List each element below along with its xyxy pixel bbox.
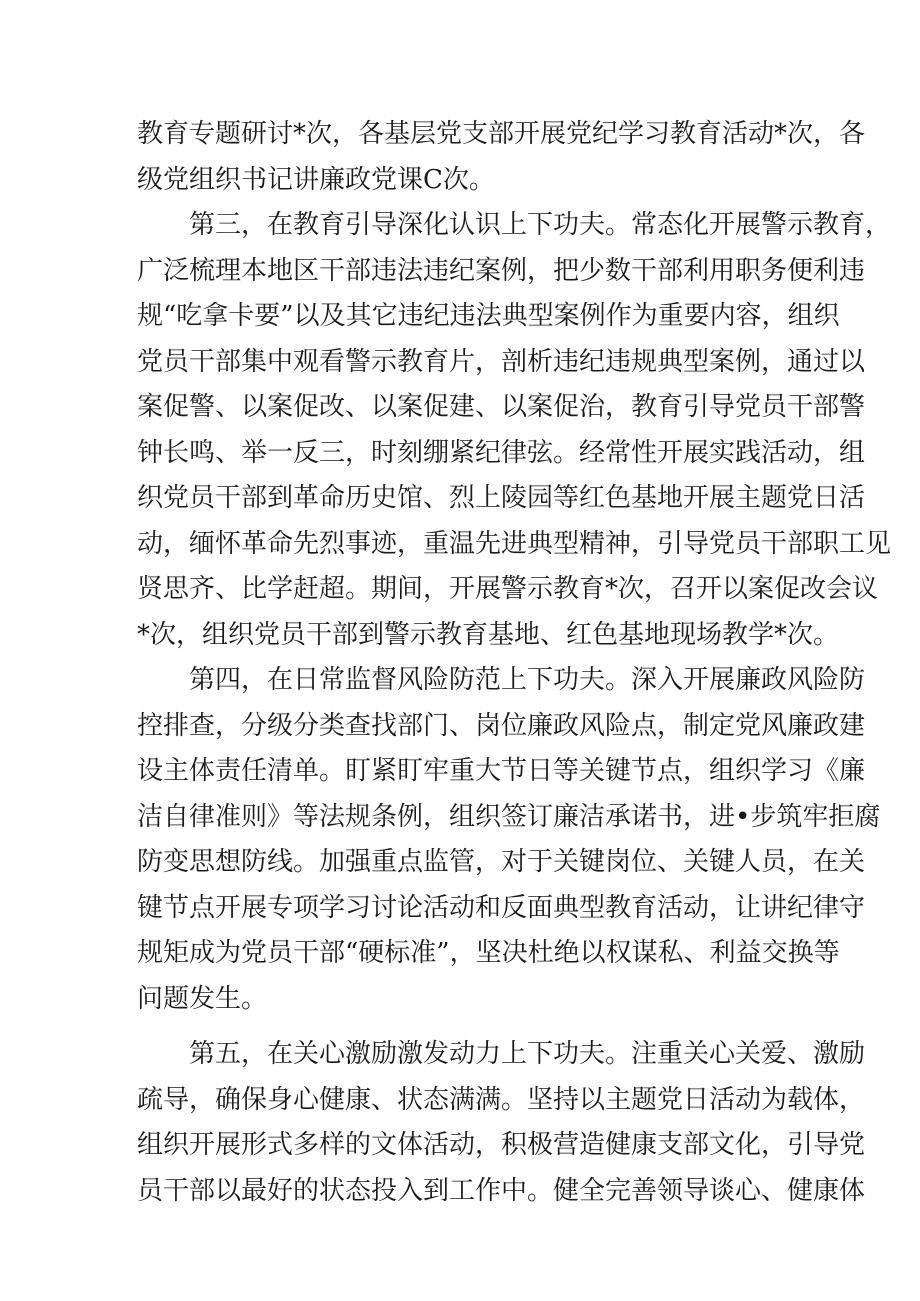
text-line: 党员干部集中观看警示教育片，剖析违纪违规典型案例，通过以 <box>137 346 866 377</box>
paragraph-continuation <box>137 112 866 203</box>
text-line: 规“吃拿卡要”以及其它违纪违法典型案例作为重要内容，组织 <box>137 301 840 331</box>
text-line: 组织开展形式多样的文体活动，积极营造健康支部文化，引导党 <box>137 1130 866 1160</box>
text-line: 教育专题研讨*次，各基层党支部开展党纪学习教育活动*次，各 <box>137 119 866 149</box>
text-line: 第三，在教育引导深化认识上下功夫。常态化开展警示教育， <box>189 210 892 240</box>
text-line: 键节点开展专项学习讨论活动和反面典型教育活动，让讲纪律守 <box>137 892 866 923</box>
text-line: 广泛梳理本地区干部违法违纪案例，把少数干部利用职务便利违 <box>137 255 866 286</box>
text-line: 疏导，确保身心健康、状态满满。坚持以主题党日活动为载体， <box>137 1084 866 1115</box>
text-line: 防变思想防线。加强重点监管，对于关键岗位、关键人员，在关 <box>137 847 866 877</box>
paragraph-fifth <box>137 1032 866 1214</box>
paragraph-third <box>137 203 892 658</box>
text-line: 动，缅怀革命先烈事迹，重温先进典型精神，引导党员干部职工见 <box>137 528 892 559</box>
paragraph-spacer <box>137 1022 797 1032</box>
text-line: 级党组织书记讲廉政党课C次。 <box>137 164 495 195</box>
text-line: 第五，在关心激励激发动力上下功夫。注重关心关爱、激励 <box>189 1039 866 1069</box>
text-line: *次，组织党员干部到警示教育基地、红色基地现场教学*次。 <box>137 619 840 650</box>
text-line: 控排查，分级分类查找部门、岗位廉政风险点，制定党风廉政建 <box>137 710 866 741</box>
text-line: 贤思齐、比学赶超。期间，开展警示教育*次，召开以案促改会议 <box>137 574 879 604</box>
paragraph-fourth <box>137 658 881 1022</box>
text-line: 规矩成为党员干部“硬标准”，坚决杜绝以权谋私、利益交换等 <box>137 938 840 968</box>
document-body <box>137 112 892 1214</box>
text-line: 织党员干部到革命历史馆、烈上陵园等红色基地开展主题党日活 <box>137 483 866 513</box>
text-line: 第四，在日常监督风险防范上下功夫。深入开展廉政风险防 <box>189 665 866 695</box>
text-line: 案促警、以案促改、以案促建、以案促治，教育引导党员干部警 <box>137 392 866 422</box>
text-line: 员干部以最好的状态投入到工作中。健全完善领导谈心、健康体 <box>137 1175 866 1206</box>
text-line: 设主体责任清单。盯紧盯牢重大节日等关键节点，组织学习《廉 <box>137 756 866 786</box>
text-line: 问题发生。 <box>137 983 268 1014</box>
text-line: 洁自律准则》等法规条例，组织签订廉洁承诺书，进•步筑牢拒腐 <box>137 801 881 832</box>
text-line: 钟长鸣、举一反三，时刻绷紧纪律弦。经常性开展实践活动，组 <box>137 437 866 468</box>
